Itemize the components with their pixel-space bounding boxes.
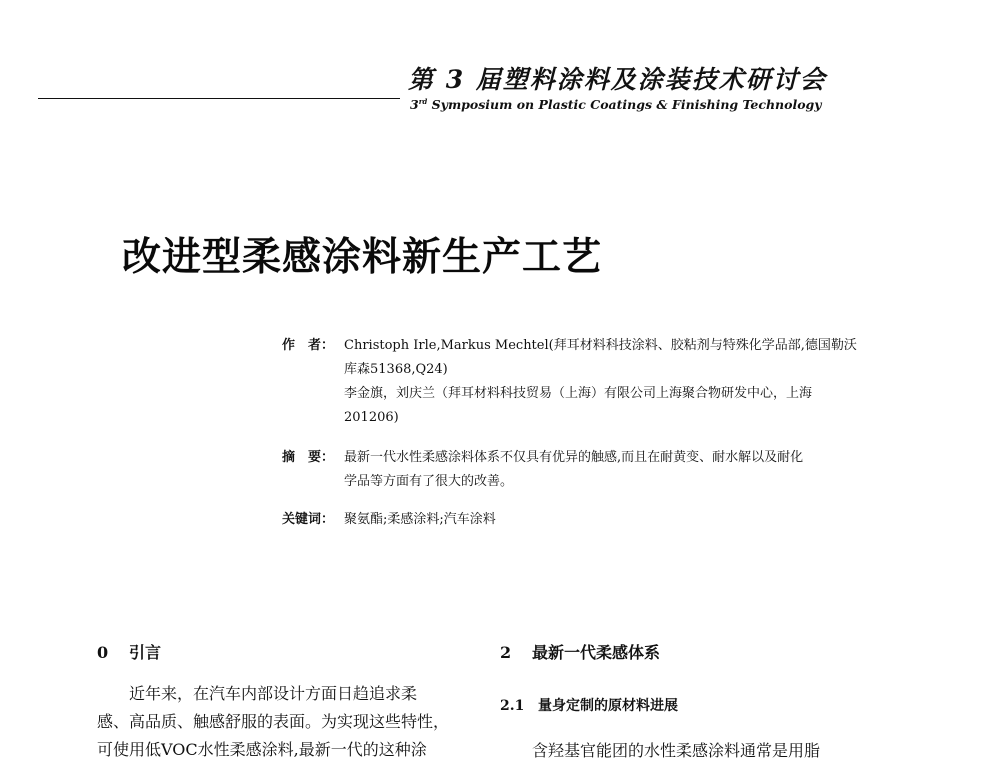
section-heading-latest bbox=[500, 640, 660, 663]
keywords-block bbox=[282, 508, 892, 532]
authors-block bbox=[282, 334, 892, 430]
keywords-label: 关键词： bbox=[282, 512, 335, 527]
abstract-label: 摘 要： bbox=[282, 450, 335, 465]
author-line: 库森51368,Q24) bbox=[344, 362, 448, 377]
conference-title-cn: 第 3 届塑料涂料及涂装技术研讨会 bbox=[408, 65, 827, 94]
header-rule bbox=[38, 98, 400, 99]
section-number: 2 bbox=[500, 643, 512, 662]
conference-name-en: Symposium on Plastic Coatings & Finishing Technology bbox=[427, 97, 822, 112]
intro-paragraph bbox=[97, 680, 477, 764]
abstract-block bbox=[282, 446, 892, 494]
materials-paragraph bbox=[500, 737, 880, 765]
authors-label: 作 者： bbox=[282, 338, 335, 353]
paragraph-line: 近年来，在汽车内部设计方面日趋追求柔 bbox=[97, 684, 418, 703]
conference-title-en bbox=[410, 97, 850, 112]
subsection-title: 量身定制的原材料进展 bbox=[538, 698, 678, 714]
subsection-heading-materials bbox=[500, 695, 678, 715]
paragraph-line: 含羟基官能团的水性柔感涂料通常是用脂 bbox=[500, 741, 821, 760]
author-line: 201206) bbox=[344, 410, 399, 425]
author-line: 李金旗，刘庆兰（拜耳材料科技贸易（上海）有限公司上海聚合物研发中心，上海 bbox=[344, 386, 813, 401]
paper-title: 改进型柔感涂料新生产工艺 bbox=[122, 235, 603, 280]
section-title: 引言 bbox=[129, 643, 162, 662]
abstract-line: 学品等方面有了很大的改善。 bbox=[344, 474, 514, 489]
conference-ordinal: 3 bbox=[410, 97, 419, 112]
author-line: Christoph Irle,Markus Mechtel(拜耳材料科技涂料、胶粘剂与特殊化学品部,德国勒沃 bbox=[344, 338, 857, 353]
section-number: 0 bbox=[97, 643, 109, 662]
keywords-text: 聚氨酯;柔感涂料;汽车涂料 bbox=[344, 512, 496, 527]
section-heading-intro bbox=[97, 640, 161, 663]
section-title: 最新一代柔感体系 bbox=[532, 643, 661, 662]
paragraph-line: 可使用低VOC水性柔感涂料,最新一代的这种涂 bbox=[97, 740, 427, 759]
abstract-line: 最新一代水性柔感涂料体系不仅具有优异的触感,而且在耐黄变、耐水解以及耐化 bbox=[344, 450, 804, 465]
paragraph-line: 感、高品质、触感舒服的表面。为实现这些特性， bbox=[97, 712, 450, 731]
subsection-number: 2.1 bbox=[500, 698, 525, 714]
conference-ordinal-suffix: rd bbox=[418, 97, 428, 106]
